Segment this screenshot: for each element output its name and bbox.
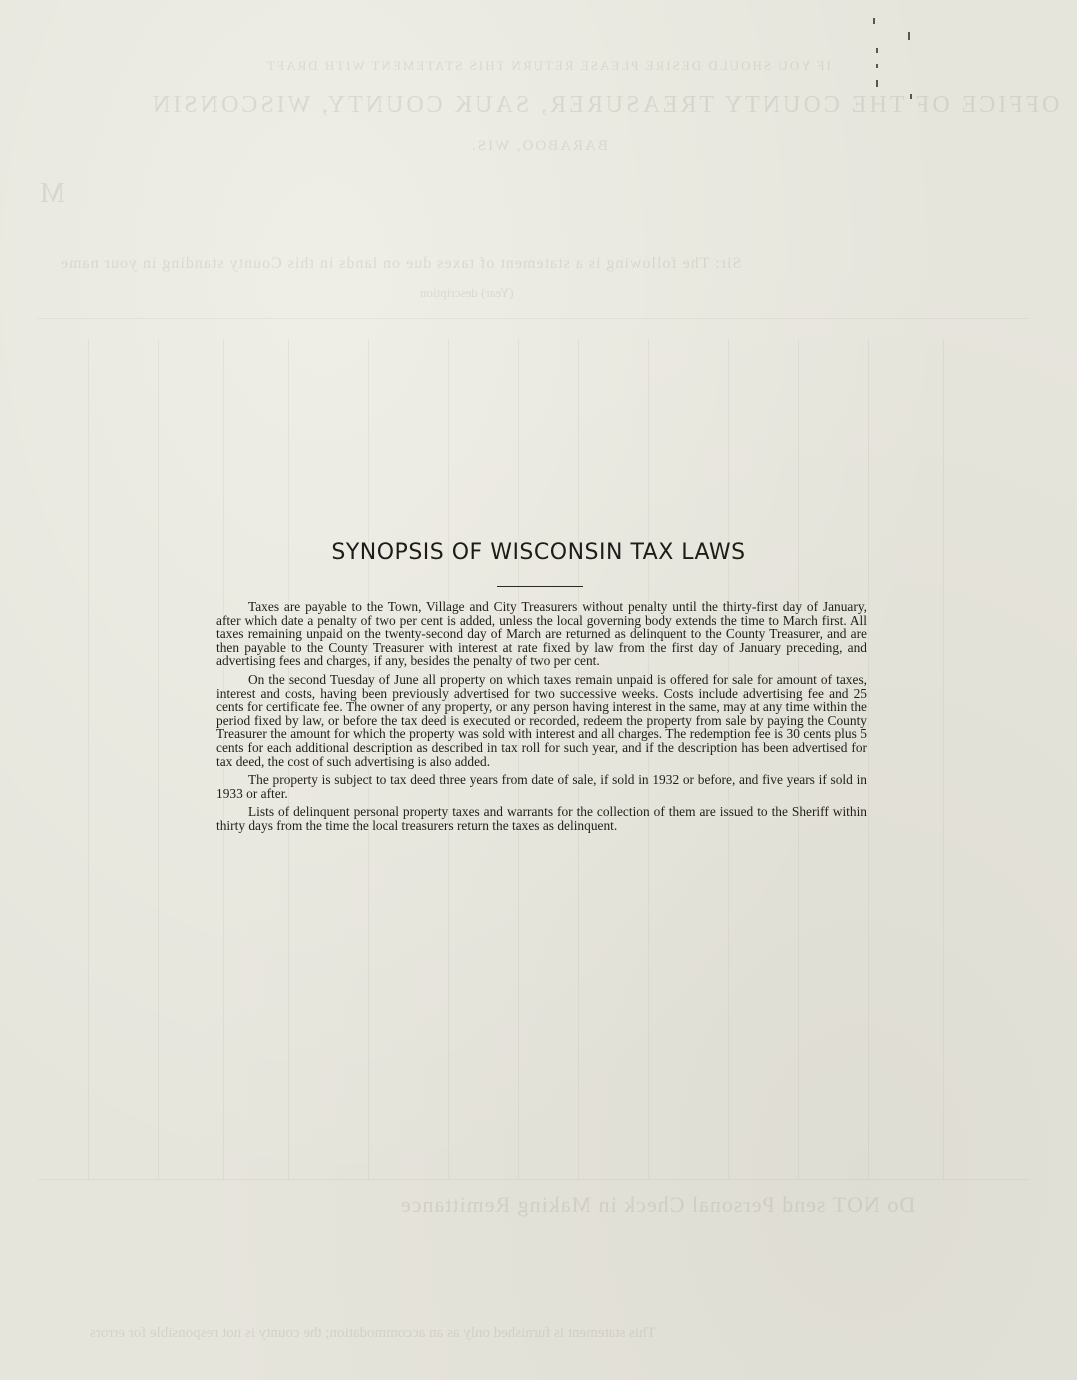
ghost-text: M [40, 178, 65, 209]
ghost-text: IF YOU SHOULD DESIRE PLEASE RETURN THIS STATEMENT WITH DRAFT [265, 58, 831, 73]
paragraph-tax-deed: The property is subject to tax deed three years from date of sale, if sold in 1932 or before, and five years if sold in 1933 or after. [216, 772, 867, 801]
ghost-text: This statement is furnished only as an accommodation; the county is not responsible for errors [90, 1325, 656, 1341]
paragraph-personal-property: Lists of delinquent personal property taxes and warrants for the collection of them are issued to the Sheriff within thirty days from the time the local treasurers return the taxes as delinquent. [216, 804, 867, 833]
ghost-text: OFFICE OF THE COUNTY TREASURER, SAUK COUNTY, WISCONSIN [150, 92, 1060, 118]
ink-mark [876, 48, 878, 53]
ink-mark [873, 18, 875, 24]
page-title: SYNOPSIS OF WISCONSIN TAX LAWS [331, 540, 746, 565]
title-divider [497, 586, 583, 587]
ink-mark [876, 64, 878, 68]
ink-mark [876, 80, 878, 87]
ghost-text: Sir: The following is a statement of taxes due on lands in this County standing in your name [60, 255, 742, 272]
ghost-text: BARABOO, WIS. [470, 138, 608, 154]
ghost-text: Do NOT send Personal Check in Making Remittance [400, 1192, 916, 1217]
ghost-text: (Year) description [420, 285, 514, 300]
paragraph-payment-deadlines: Taxes are payable to the Town, Village and City Treasurers without penalty until the thirty-first day of January, after which date a penalty of two per cent is added, unless the local governing body extends the time to March first. All taxes remaining unpaid on the twenty-second day of March are returned as delinquent to the County Treasurer, and are then payable to the County Treasurer with interest at rate fixed by law from the first day of January preceding, and advertising fees and charges, if any, besides the penalty of two per cent. [216, 599, 867, 669]
ink-mark [910, 94, 912, 99]
document-body [216, 600, 867, 838]
paragraph-tax-sale: On the second Tuesday of June all property on which taxes remain unpaid is offered for sale for amount of taxes, interest and costs, having been previously advertised for two successive weeks. Costs include advertising fee and 25 cents for certificate fee. The owner of any property, or any person having interest in the same, may at any time within the period fixed by law, or before the tax deed is executed or recorded, redeem the property from sale by paying the County Treasurer the amount for which the property was sold with interest and all charges. The redemption fee is 30 cents plus 5 cents for each additional description as described in tax roll for such year, and if the description has been advertised for tax deed, the cost of such advertising is also added. [216, 671, 867, 769]
ink-mark [908, 32, 910, 40]
